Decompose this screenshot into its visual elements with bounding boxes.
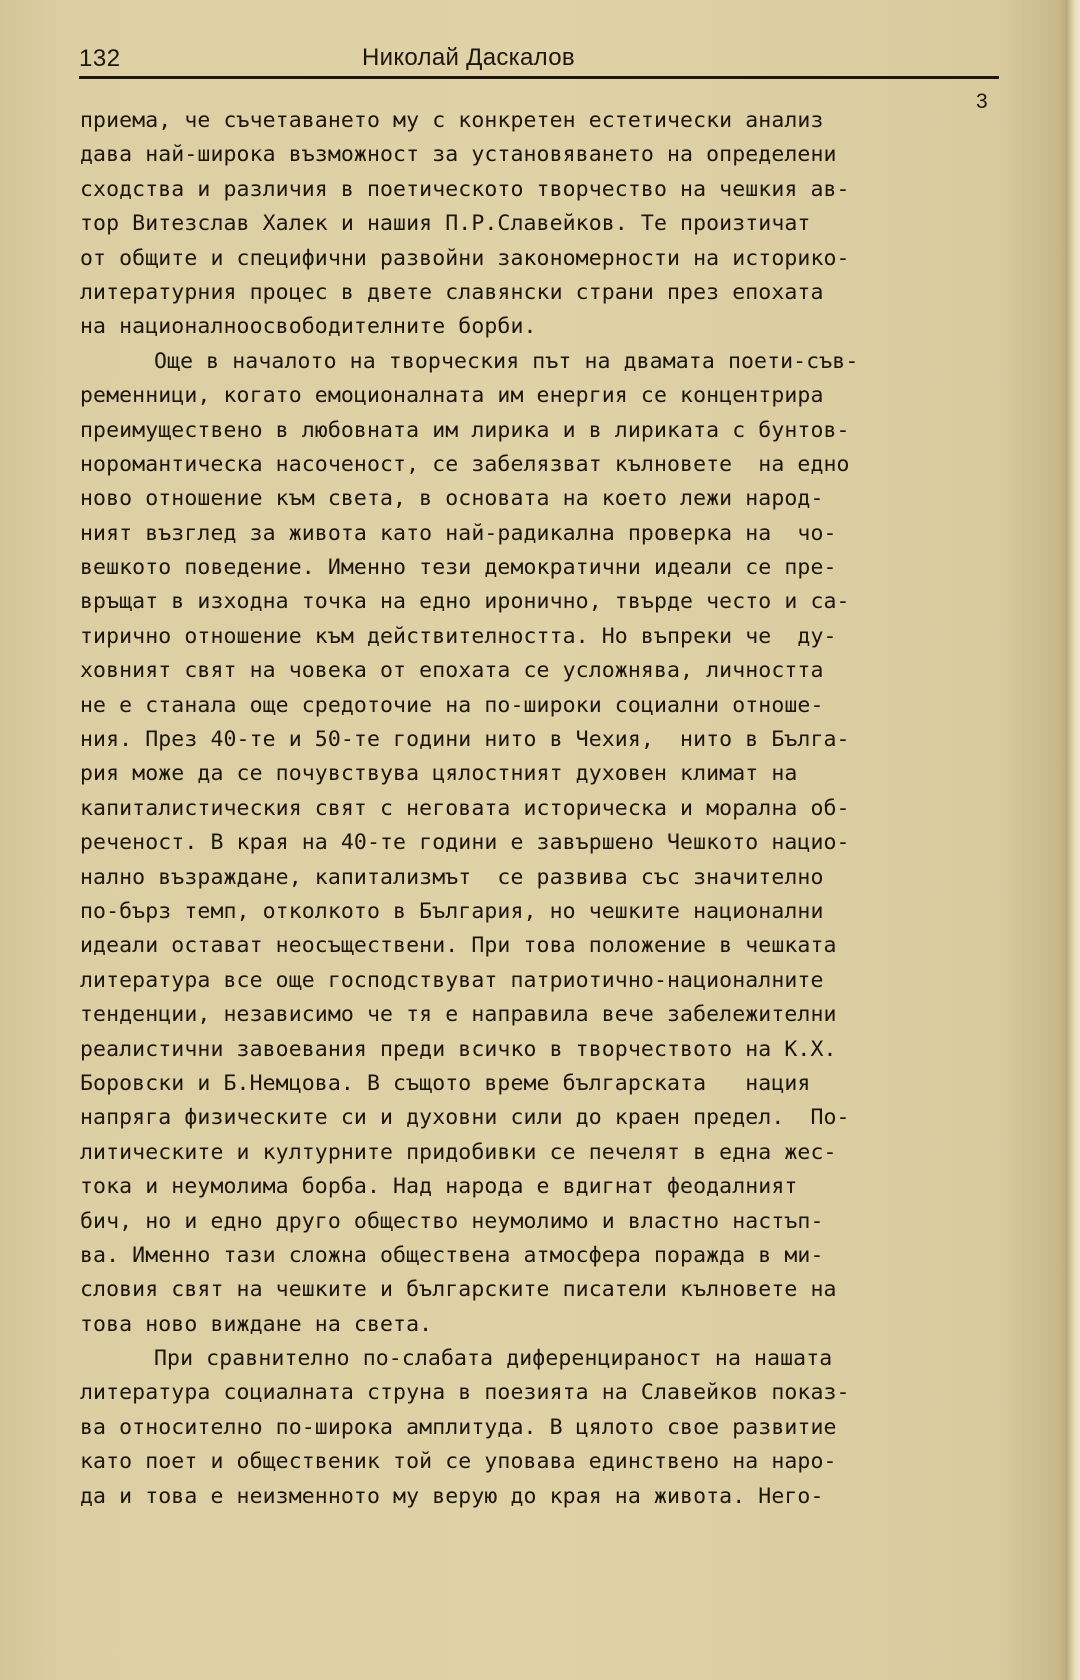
- text-line: реалистични завоевания преди всичко в творчеството на К.Х.: [80, 1036, 837, 1062]
- text-line: литическите и културните придобивки се печелят в една жес-: [80, 1139, 837, 1165]
- footnote-marker: 3: [976, 90, 988, 113]
- text-line: приема, че съчетаването му с конкретен естетически анализ: [80, 108, 824, 133]
- text-line: ният възглед за живота като най-радикална проверка на чо-: [80, 520, 837, 546]
- text-line: по-бърз темп, отколкото в България, но чешките национални: [80, 898, 824, 924]
- text-line: бич, но и едно друго общество неумолимо и властно настъп-: [80, 1208, 824, 1234]
- text-line: вешкото поведение. Именно тези демократични идеали се пре-: [80, 555, 837, 581]
- page-edge: [1066, 0, 1080, 1680]
- text-line: дава най-широка възможност за установяването на определени: [80, 142, 837, 168]
- text-line: рия може да се почувствува цялостният духовен климат на: [80, 761, 798, 787]
- text-line: като поет и общественик той се уповава единствено на наро-: [80, 1449, 837, 1475]
- text-line: словия свят на чешките и българските писатели кълновете на: [80, 1277, 837, 1303]
- text-line: да и това е неизменното му верую до края на живота. Него-: [80, 1483, 824, 1509]
- text-line: норомантическа насоченост, се забелязват кълновете на едно: [80, 451, 850, 477]
- text-line: реченост. В края на 40-те години е завършено Чешкото нацио-: [80, 830, 850, 856]
- text-line: от общите и специфични развойни закономерности на историко-: [80, 245, 850, 271]
- text-line: Още в началото на творческия път на двамата поети-съв-: [154, 348, 859, 374]
- text-line: ховният свят на човека от епохата се усложнява, личността: [80, 658, 824, 684]
- text-line: литература социалната струна в поезията на Славейков показ-: [80, 1380, 850, 1406]
- text-line: ременници, когато емоционалната им енергия се концентрира: [80, 383, 824, 409]
- text-line: тока и неумолима борба. Над народа е вдигнат феодалният: [80, 1174, 798, 1200]
- body-text: [80, 104, 1020, 1514]
- text-line: тирично отношение към действителността. Но въпреки че ду-: [80, 623, 837, 649]
- page-header: [79, 42, 999, 79]
- text-line: литературния процес в двете славянски страни през епохата: [80, 279, 824, 305]
- text-line: идеали остават неосъществени. При това положение в чешката: [80, 933, 837, 959]
- text-line: ново отношение към света, в основата на което лежи народ-: [80, 486, 824, 512]
- text-line: ва. Именно тази сложна обществена атмосфера поражда в ми-: [80, 1242, 824, 1268]
- text-line: напряга физическите си и духовни сили до краен предел. По-: [80, 1105, 850, 1131]
- text-line: литература все още господствуват патриотично-националните: [80, 967, 824, 993]
- page-number: 132: [79, 45, 121, 72]
- text-line: тенденции, независимо че тя е направила вече забележителни: [80, 1002, 837, 1028]
- text-line: нално възраждане, капитализмът се развива със значително: [80, 864, 824, 890]
- text-line: При сравнително по-слабата диференцираност на нашата: [154, 1346, 833, 1372]
- text-line: връщат в изходна точка на едно иронично, твърде често и са-: [80, 589, 850, 615]
- text-line: на националноосвободителните борби.: [80, 314, 537, 340]
- text-line: сходства и различия в поетическото творчество на чешкия ав-: [80, 176, 850, 202]
- text-line: преимуществено в любовната им лирика и в лириката с бунтов-: [80, 417, 850, 443]
- text-line: тор Витезслав Халек и нашия П.Р.Славейков. Те произтичат: [80, 211, 811, 237]
- text-line: ва относително по-широка амплитуда. В цялото свое развитие: [80, 1414, 837, 1440]
- text-line: капиталистическия свят с неговата историческа и морална об-: [80, 795, 850, 821]
- text-line: ния. През 40-те и 50-те години нито в Чехия, нито в Бълга-: [80, 727, 850, 753]
- text-line: Боровски и Б.Немцова. В същото време българската нация: [80, 1070, 811, 1096]
- text-line: не е станала още средоточие на по-широки социални отноше-: [80, 692, 824, 718]
- text-line: това ново виждане на света.: [80, 1311, 433, 1337]
- running-title: Николай Даскалов: [362, 44, 575, 71]
